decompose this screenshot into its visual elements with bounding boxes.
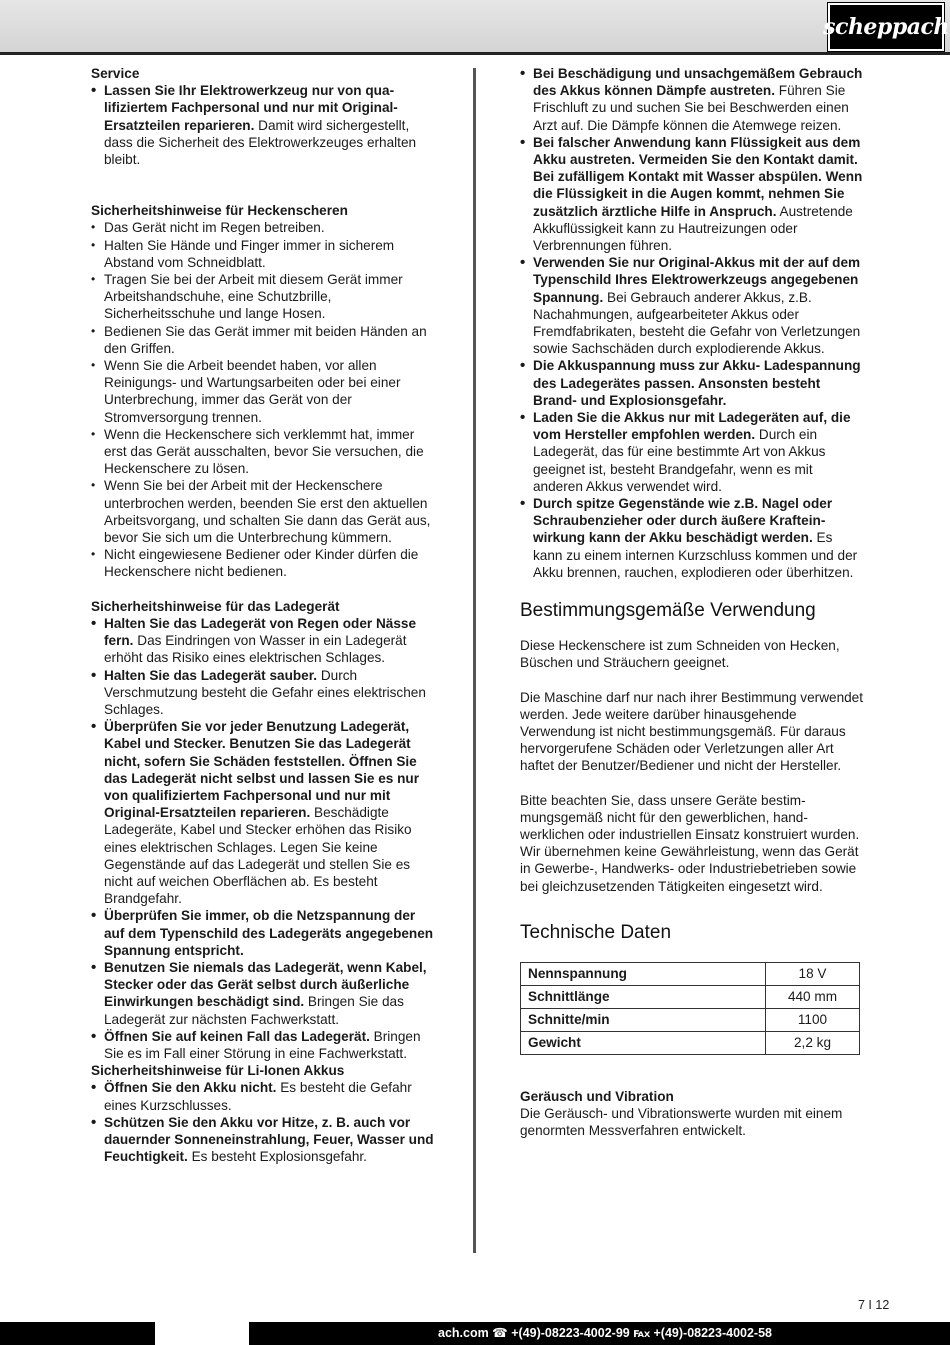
usage-paragraph: Bitte beachten Sie, dass unsere Geräte bestimmungsgemäß nicht für den gewerblichen, handwerklichen oder industriellen Einsatz konstruiert wurden. Wir übernehmen keine Gewährleistung, wenn das Gerät in Gewerbe-, Handwerks- oder Industriebetrieben sowie bei gleichzusetzenden Tätigkeiten eingesetzt wird. — [520, 792, 860, 894]
table-row: Schnittlänge 440 mm — [521, 985, 860, 1008]
list-item: • Das Gerät nicht im Regen betreiben. — [91, 219, 436, 236]
list-item: • Wenn Sie bei der Arbeit mit der Heckenschere unterbrochen werden, beenden Sie erst den aktuellen Arbeitsvorgang, und schalten Sie dann das Gerät aus, bevor Sie sich um die Unterbrechung kümmern. — [91, 477, 436, 546]
list-item: • Verwenden Sie nur Original-Akkus mit der auf dem Typenschild Ihres Elektrowerkzeugs angegebenen Spannung. Bei Gebrauch anderer Akkus, z.B. Nachahmungen, aufgearbeiteter Akkus oder Fremdfabrikaten, besteht die Gefahr von Verletzungen sowie Sachschäden durch explodierende Akkus. — [520, 254, 865, 357]
tech-data-table — [520, 962, 860, 1055]
list-item: • Wenn Sie die Arbeit beendet haben, vor allen Reinigungs- und Wartungsarbeiten oder bei einer Unterbrechung, immer das Gerät von der Stromversorgung trennen. — [91, 357, 436, 426]
list-item: • Überprüfen Sie immer, ob die Netzspannung der auf dem Typenschild des Ladegeräts angegebenen Spannung entspricht. — [91, 907, 436, 959]
list-item: • Die Akkuspannung muss zur Akku- Ladespannung des Ladegerätes passen. Ansonsten besteht Brand- und Explosionsgefahr. — [520, 357, 865, 409]
footer-white-block — [155, 1322, 249, 1345]
service-list — [91, 82, 436, 168]
usage-paragraph: Die Maschine darf nur nach ihrer Bestimmung verwendet werden. Jede weitere darüber hinausgehende Verwendung ist nicht bestimmungsgemäß. Für daraus hervorgerufene Schäden oder Verletzungen aller Art haftet der Benutzer/Bediener und nicht der Hersteller. — [520, 689, 864, 774]
footer-bar — [0, 1322, 950, 1345]
table-row: Nennspannung 18 V — [521, 962, 860, 985]
column-divider — [473, 68, 476, 1253]
list-item: • Durch spitze Gegenstände wie z.B. Nagel oder Schraubenzieher oder durch äußere Krafteinwirkung kann der Akku beschädigt werden. Es kann zu einem internen Kurzschluss kommen und der Akku brennen, rauchen, explodieren oder überhitzen. — [520, 495, 865, 581]
battery-safety-heading: Sicherheitshinweise für Li-Ionen Akkus — [91, 1063, 345, 1079]
battery-safety-list-continued — [520, 65, 865, 581]
list-item: • Halten Sie das Ladegerät von Regen oder Nässe fern. Das Eindringen von Wasser in ein Ladegerät erhöht das Risiko eines elektrischen Schlages. — [91, 615, 436, 667]
battery-safety-list — [91, 1079, 436, 1165]
list-item: • Bedienen Sie das Gerät immer mit beiden Händen an den Griffen. — [91, 323, 436, 357]
list-item: • Tragen Sie bei der Arbeit mit diesem Gerät immer Arbeitshandschuhe, eine Schutzbrille, Sicherheitsschuhe und lange Hosen. — [91, 271, 436, 323]
list-item: • Bei Beschädigung und unsachgemäßem Gebrauch des Akkus können Dämpfe austreten. Führen Sie Frischluft zu und suchen Sie bei Beschwerden einen Arzt auf. Die Dämpfe können die Atemwege reizen. — [520, 65, 865, 134]
usage-paragraph: Diese Heckenschere ist zum Schneiden von Hecken, Büschen und Sträuchern geeignet. — [520, 638, 840, 671]
hedge-safety-heading: Sicherheitshinweise für Heckenscheren — [91, 203, 348, 219]
noise-paragraph: Die Geräusch- und Vibrationswerte wurden mit einem genormten Messverfahren entwickelt. — [520, 1105, 843, 1139]
list-item: • Schützen Sie den Akku vor Hitze, z. B. auch vor dauernder Sonneneinstrahlung, Feuer, Wasser und Feuchtigkeit. Es besteht Explosionsgefahr. — [91, 1114, 436, 1166]
table-row: Gewicht 2,2 kg — [521, 1031, 860, 1054]
list-item: • Öffnen Sie auf keinen Fall das Ladegerät. Bringen Sie es im Fall einer Störung in eine Fachwerkstatt. — [91, 1028, 436, 1062]
list-item: • Lassen Sie Ihr Elektrowerkzeug nur von qualifiziertem Fachpersonal und nur mit Original-Ersatzteilen reparieren. Damit wird sichergestellt, dass die Sicherheit des Elektrowerkzeuges erhalten bleibt. — [91, 82, 436, 168]
charger-safety-heading: Sicherheitshinweise für das Ladegerät — [91, 598, 340, 614]
list-item: • Halten Sie Hände und Finger immer in sicherem Abstand vom Schneidblatt. — [91, 237, 436, 271]
hedge-safety-list — [91, 219, 436, 580]
list-item: • Laden Sie die Akkus nur mit Ladegeräten auf, die vom Hersteller empfohlen werden. Durch ein Ladegerät, das für eine bestimmte Art von Akkus geeignet ist, besteht Brandgefahr, wenn es mit anderen Akkus verwendet wird. — [520, 409, 865, 495]
right-column — [520, 65, 865, 1139]
brand-logo: scheppach — [828, 3, 944, 51]
list-item: • Öffnen Sie den Akku nicht. Es besteht die Gefahr eines Kurzschlusses. — [91, 1079, 436, 1113]
list-item: • Wenn die Heckenschere sich verklemmt hat, immer erst das Gerät ausschalten, bevor Sie versuchen, die Heckenschere zu lösen. — [91, 426, 436, 478]
noise-heading: Geräusch und Vibration — [520, 1088, 674, 1104]
charger-safety-list — [91, 615, 436, 1062]
table-row: Schnitte/min 1100 — [521, 1008, 860, 1031]
tech-data-heading: Technische Daten — [520, 921, 672, 943]
page-number: 7 I 12 — [858, 1298, 890, 1312]
list-item: • Bei falscher Anwendung kann Flüssigkeit aus dem Akku austreten. Vermeiden Sie den Kontakt damit. Bei zufälligem Kontakt mit Wasser abspülen. Wenn die Flüssigkeit in die Augen kommt, nehmen Sie zusätzlich ärztliche Hilfe in Anspruch. Austretende Akkuflüssigkeit kann zu Hautreizungen oder Verbrennungen führen. — [520, 134, 865, 254]
list-item: • Halten Sie das Ladegerät sauber. Durch Verschmutzung besteht die Gefahr eines elektrischen Schlages. — [91, 667, 436, 719]
footer-contact: ach.com ☎ +(49)-08223-4002-99 ℻ +(49)-08223-4002-58 — [438, 1326, 772, 1340]
left-column — [91, 65, 436, 1165]
list-item: • Benutzen Sie niemals das Ladegerät, wenn Kabel, Stecker oder das Gerät selbst durch äußerliche Einwirkungen beschädigt sind. Bringen Sie das Ladegerät zur nächsten Fachwerkstatt. — [91, 959, 436, 1028]
list-item: • Nicht eingewiesene Bediener oder Kinder dürfen die Heckenschere nicht bedienen. — [91, 546, 436, 580]
list-item: • Überprüfen Sie vor jeder Benutzung Ladegerät, Kabel und Stecker. Benutzen Sie das Ladegerät nicht, sofern Sie Schäden feststellen. Öffnen Sie das Ladegerät nicht selbst und lassen Sie es nur von qualifiziertem Fachpersonal und nur mit Original-Ersatzteilen reparieren. Beschädigte Ladegeräte, Kabel und Stecker erhöhen das Risiko eines elektrischen Schlages. Legen Sie keine Gegenstände auf das Ladegerät und stellen Sie es nicht auf weichen Oberflächen ab. Es besteht Brandgefahr. — [91, 718, 436, 907]
usage-heading: Bestimmungsgemäße Verwendung — [520, 600, 816, 622]
service-heading: Service — [91, 66, 140, 81]
header-bar — [0, 0, 950, 55]
